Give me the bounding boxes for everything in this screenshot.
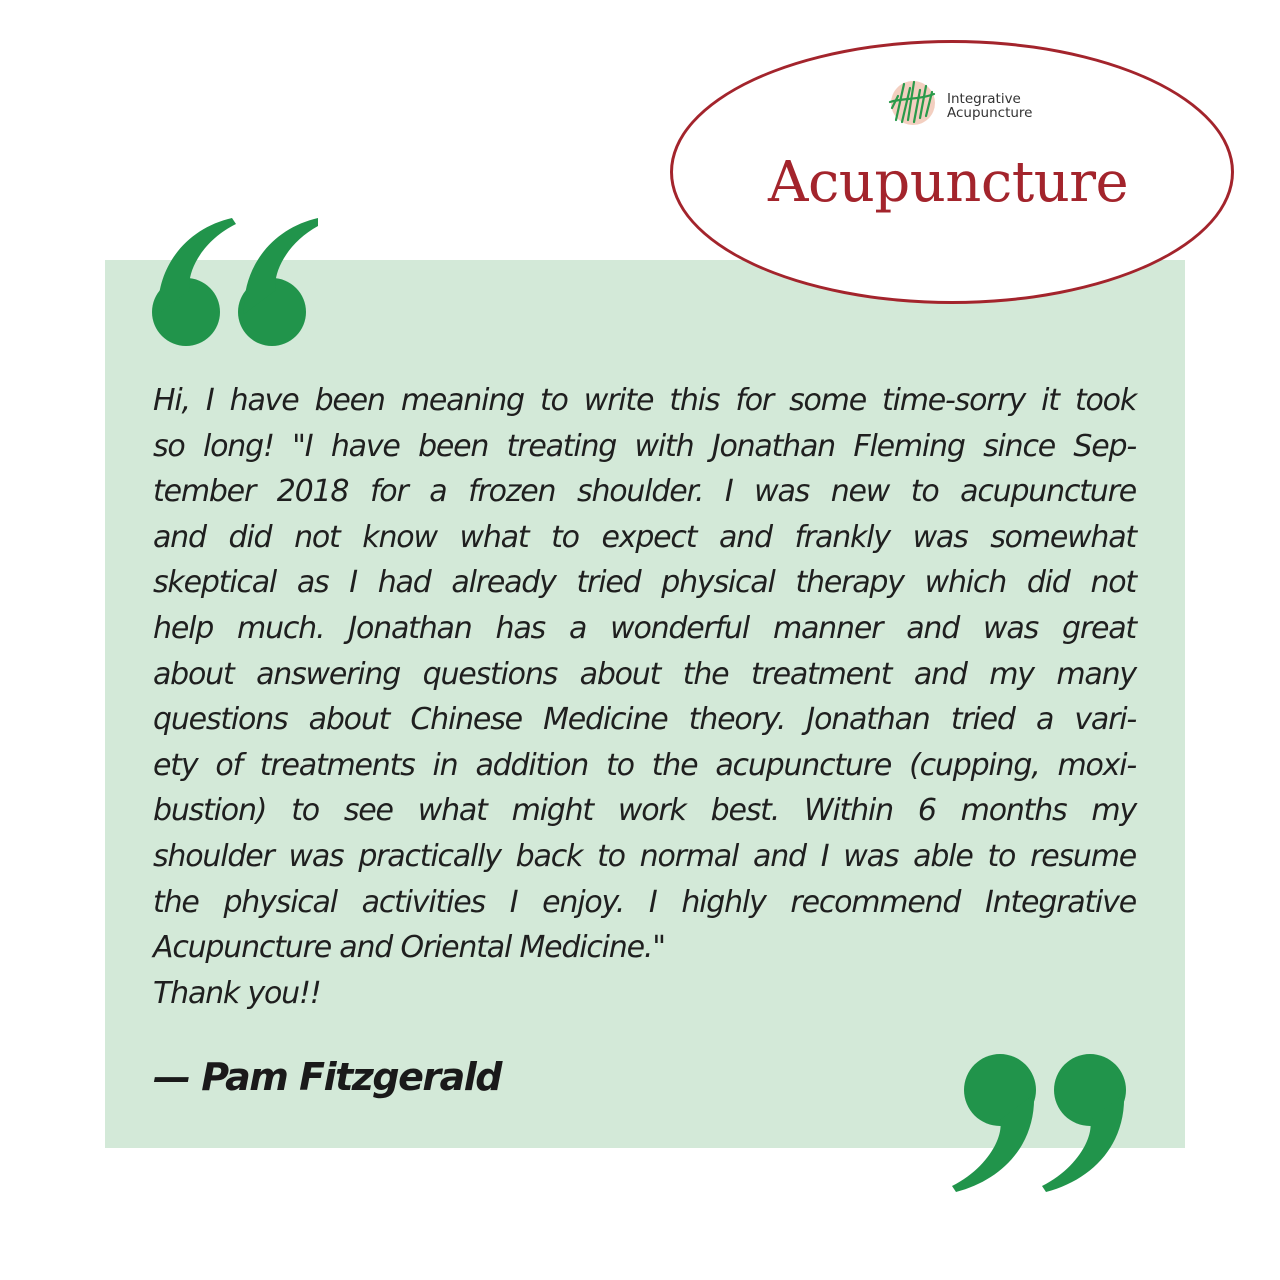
testimonial-author: — Pam Fitzgerald bbox=[153, 1055, 501, 1099]
logo-wordmark bbox=[947, 92, 1033, 120]
testimonial-line: the physical activities I enjoy. I highly recommend Integrative bbox=[153, 884, 1136, 920]
testimonial-line: tember 2018 for a frozen shoulder. I was new to acupuncture bbox=[153, 474, 1136, 510]
testimonial-text bbox=[153, 378, 1136, 1016]
testimonial-line: bustion) to see what might work best. Within 6 months my bbox=[153, 793, 1136, 829]
testimonial-line: skeptical as I had already tried physical therapy which did not bbox=[153, 565, 1136, 601]
testimonial-line: and did not know what to expect and frankly was somewhat bbox=[153, 519, 1136, 555]
testimonial-line: ety of treatments in addition to the acupuncture (cupping, moxi- bbox=[153, 747, 1136, 783]
integrative-acupuncture-logo-icon bbox=[888, 78, 938, 128]
badge-title: Acupuncture bbox=[768, 150, 1129, 215]
testimonial-line: help much. Jonathan has a wonderful manner and was great bbox=[153, 610, 1136, 646]
close-quote-icon bbox=[950, 1050, 1130, 1200]
logo-line-1: Integrative bbox=[947, 91, 1021, 107]
testimonial-line: shoulder was practically back to normal and I was able to resume bbox=[153, 838, 1136, 874]
logo-line-2: Acupuncture bbox=[947, 105, 1033, 121]
open-quote-icon bbox=[148, 210, 318, 360]
testimonial-line: so long! "I have been treating with Jonathan Fleming since Sep- bbox=[153, 428, 1136, 464]
testimonial-line: Hi, I have been meaning to write this for some time-sorry it took bbox=[153, 383, 1136, 418]
testimonial-line: about answering questions about the treatment and my many bbox=[153, 656, 1136, 692]
testimonial-line: questions about Chinese Medicine theory. Jonathan tried a vari- bbox=[153, 702, 1136, 738]
testimonial-line: Acupuncture and Oriental Medicine." bbox=[153, 930, 665, 966]
testimonial-closing: Thank you!! bbox=[153, 975, 321, 1011]
